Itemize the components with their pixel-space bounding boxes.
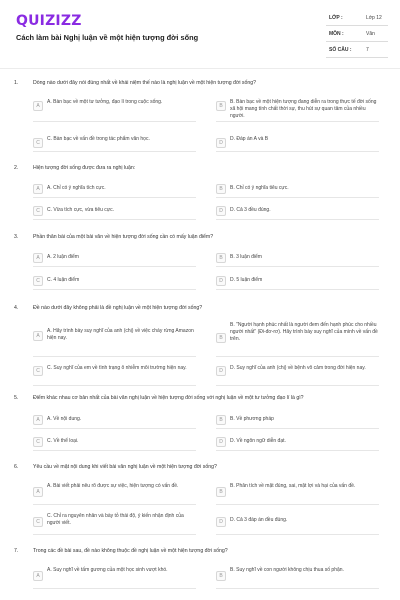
option-text: C. Bàn bạc về vấn đề trong tác phẩm văn học.: [47, 136, 150, 142]
option-text: B. Suy nghĩ về con người không chịu thua số phận.: [230, 567, 344, 573]
option-badge: A: [33, 101, 43, 111]
option-text: A. Chỉ có ý nghĩa tích cực.: [47, 185, 106, 191]
option-b[interactable]: [216, 322, 379, 357]
option-badge: C: [33, 276, 43, 286]
option-text: B. Về phương pháp: [230, 416, 274, 422]
meta-count-label: SỐ CÂU :: [329, 47, 352, 53]
meta-subject-label: MÔN :: [329, 31, 344, 37]
option-badge: C: [33, 437, 43, 447]
option-d[interactable]: [216, 513, 379, 535]
option-a[interactable]: [33, 251, 196, 267]
option-badge: A: [33, 253, 43, 263]
option-b[interactable]: [216, 567, 379, 589]
option-badge: D: [216, 206, 226, 216]
question-number: 3.: [14, 234, 19, 240]
page-title: Cách làm bài Nghị luận về một hiện tượng đời sống: [16, 33, 199, 42]
option-b[interactable]: [216, 251, 379, 267]
question-number: 1.: [14, 80, 19, 86]
option-d[interactable]: [216, 362, 379, 386]
option-text: A. 2 luận điểm: [47, 254, 79, 260]
question-text: Phần thân bài của một bài văn về hiện tượng đời sống cần có mấy luận điểm?: [33, 234, 214, 240]
question-text: Điểm khác nhau cơ bản nhất của bài văn nghị luận về hiện tượng đời sống với nghị luận về một tư tưởng đạo lí là gì?: [33, 395, 304, 401]
quizizz-logo: QUIZIZZ: [16, 13, 82, 29]
question-number: 4.: [14, 305, 19, 311]
option-text: B. Chỉ có ý nghĩa tiêu cực.: [230, 185, 289, 191]
option-badge: C: [33, 206, 43, 216]
option-text: B. Phân tích về mặt đúng, sai, mặt lợi và hại của vấn đề.: [230, 483, 356, 489]
meta-count-value: 7: [366, 47, 369, 53]
option-b[interactable]: [216, 99, 379, 122]
question-text: Dòng nào dưới đây nói đúng nhất về khái niệm thế nào là nghị luận về một hiện tượng đời sống?: [33, 80, 257, 86]
option-c[interactable]: [33, 435, 196, 451]
meta-grade: [326, 12, 388, 26]
option-badge: D: [216, 276, 226, 286]
option-a[interactable]: [33, 325, 196, 357]
option-text: A. Bàn bạc về một tư tưởng, đạo lí trong cuộc sống.: [47, 99, 163, 105]
header-divider: [0, 68, 400, 69]
option-badge: D: [216, 437, 226, 447]
question-number: 2.: [14, 165, 19, 171]
option-text: C. Suy nghĩ của em về tình trạng ô nhiễm môi trường hiện nay.: [47, 365, 187, 371]
meta-subject-value: Văn: [366, 31, 375, 37]
option-badge: D: [216, 366, 226, 376]
option-text: B. Bàn bạc về một hiện tượng đang diễn ra trong thực tế đời sống xã hội mang tính chất thời sự, thu hút sự quan tâm của nhiều người.: [230, 99, 377, 119]
option-d[interactable]: [216, 435, 379, 451]
option-a[interactable]: [33, 483, 196, 505]
option-a[interactable]: [33, 99, 196, 122]
worksheet-header: [0, 0, 400, 68]
option-text: D. 5 luận điểm: [230, 277, 263, 283]
option-text: C. Chỉ ra nguyên nhân và bày tỏ thái độ, ý kiến nhận định của người viết.: [47, 513, 184, 526]
option-a[interactable]: [33, 413, 196, 429]
question-text: Trong các đề bài sau, đề nào không thuộc đề nghị luận về một hiện tượng đời sống?: [33, 548, 228, 554]
option-d[interactable]: [216, 274, 379, 290]
option-text: A. Suy nghĩ về tấm gương của một học sinh vượt khó.: [47, 567, 168, 573]
meta-subject: [326, 28, 388, 42]
option-c[interactable]: [33, 513, 196, 535]
meta-question-count: [326, 44, 388, 58]
option-text: A. Hãy trình bày suy nghĩ của anh (chị) về việc cháy rừng Amazon hiện nay.: [47, 328, 194, 341]
option-badge: A: [33, 184, 43, 194]
option-badge: D: [216, 138, 226, 148]
option-text: C. Vừa tích cực, vừa tiêu cực.: [47, 207, 115, 213]
option-badge: B: [216, 253, 226, 263]
question-text: Yêu cầu về mặt nội dung khi viết bài văn nghị luận về một hiện tượng đời sống?: [33, 464, 217, 470]
option-text: A. Bài viết phải nêu rõ được sự việc, hiện tượng có vấn đề.: [47, 483, 179, 489]
option-text: B. "Người hạnh phúc nhất là người đem đến hạnh phúc cho nhiều người nhất" (Đi-đơ-rơ). Hãy trình bày suy nghĩ của mình về vấn đề trên.: [230, 322, 378, 342]
option-text: C. Về thể loại.: [47, 438, 79, 444]
question-number: 5.: [14, 395, 19, 401]
question-text: Hiện tượng đời sống được đưa ra nghị luận:: [33, 165, 136, 171]
option-badge: B: [216, 487, 226, 497]
option-badge: C: [33, 517, 43, 527]
option-text: D. Về ngôn ngữ diễn đạt.: [230, 438, 286, 444]
option-text: D. Cả 3 đều đúng.: [230, 207, 271, 213]
option-text: D. Đáp án A và B: [230, 136, 269, 142]
option-d[interactable]: [216, 136, 379, 152]
option-text: D. Suy nghĩ của anh (chị) về bệnh vô cảm trong đời hiện nay.: [230, 365, 366, 371]
option-badge: A: [33, 571, 43, 581]
option-text: D. Cả 3 đáp án đều đúng.: [230, 517, 288, 523]
question-number: 6.: [14, 464, 19, 470]
meta-grade-label: LỚP :: [329, 15, 343, 21]
option-d[interactable]: [216, 204, 379, 220]
option-badge: D: [216, 517, 226, 527]
meta-grade-value: Lớp 12: [366, 15, 382, 21]
option-c[interactable]: [33, 204, 196, 220]
option-text: A. Về nội dung.: [47, 416, 82, 422]
option-a[interactable]: [33, 182, 196, 198]
option-badge: B: [216, 184, 226, 194]
option-c[interactable]: [33, 362, 196, 386]
option-a[interactable]: [33, 567, 196, 589]
option-badge: B: [216, 415, 226, 425]
question-number: 7.: [14, 548, 19, 554]
option-b[interactable]: [216, 413, 379, 429]
option-badge: B: [216, 333, 226, 343]
option-badge: B: [216, 101, 226, 111]
option-badge: B: [216, 571, 226, 581]
option-badge: C: [33, 138, 43, 148]
option-badge: A: [33, 331, 43, 341]
option-badge: A: [33, 487, 43, 497]
option-text: C. 4 luận điểm: [47, 277, 80, 283]
option-c[interactable]: [33, 274, 196, 290]
question-text: Đề nào dưới đây không phải là đề nghị luận về một hiện tượng đời sống?: [33, 305, 203, 311]
option-c[interactable]: [33, 136, 196, 152]
option-b[interactable]: [216, 483, 379, 505]
option-badge: C: [33, 366, 43, 376]
option-badge: A: [33, 415, 43, 425]
option-b[interactable]: [216, 182, 379, 198]
option-text: B. 3 luận điểm: [230, 254, 262, 260]
